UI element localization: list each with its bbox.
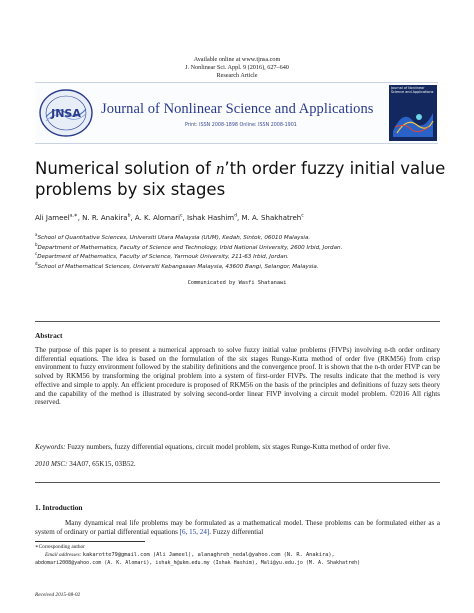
msc-text: 34A07, 65K15, 03B52. — [69, 460, 136, 468]
affiliation: $^c$Department of Mathematics, Faculty of Science, Yarmouk University, 211-63 Irbid, Jordan. — [35, 251, 289, 261]
footnote-rule — [35, 541, 145, 542]
email-addresses-line: Email addresses: kakarotte79@gmail.com (Ali Jameel), alanaghreh_nedal@yahoo.com (N. R. Anakira), — [45, 552, 335, 558]
affiliation: $^a$School of Quantitative Sciences, Universiti Utara Malaysia (UUM), Kedah, Sintok, 06010 Malaysia. — [35, 232, 311, 241]
keywords-text: Fuzzy numbers, fuzzy differential equations, circuit model problem, six stages Runge-Kutta method of order five. — [67, 443, 391, 451]
abstract-top-rule — [35, 321, 440, 322]
author: A. K. Alomari — [134, 214, 181, 222]
article-type: Research Article — [216, 72, 258, 79]
cover-title: Journal of Nonlinear Science and Applications — [391, 86, 434, 94]
affiliation: $^b$Department of Mathematics, Faculty of Science and Technology, Irbid National University, 2600 Irbid, Jordan. — [35, 241, 343, 251]
affiliations — [35, 234, 455, 272]
communicated-by: Communicated by Wasfi Shatanawi — [187, 280, 287, 286]
introduction-paragraph: Many dynamical real life problems may be formulated as a mathematical model. These problems can be formulated either as a system of ordinary or partial differential equations [6, 15, 24]. Fuzzy differential — [35, 519, 440, 537]
received-date: Received 2015-08-02 — [35, 592, 81, 598]
abstract-heading: Abstract — [35, 331, 63, 340]
author: N. R. Anakira — [82, 214, 128, 222]
paper-title: Numerical solution of n’th order fuzzy initial value problems by six stages — [35, 159, 446, 199]
author-list: Ali Jameel$^{a,∗}$, N. R. Anakira$^b$, A. K. Alomari$^c$, Ishak Hashim$^d$, M. A. Shakhatreh$^c$ — [35, 213, 304, 222]
author: Ali Jameel — [35, 214, 70, 222]
corresponding-author-note: ∗Corresponding author — [35, 544, 85, 550]
msc-label: 2010 MSC: — [35, 460, 68, 468]
jnsa-logo — [37, 87, 95, 139]
journal-cover — [389, 85, 437, 141]
abstract-bottom-rule — [35, 482, 440, 483]
keywords — [35, 443, 440, 452]
author: M. A. Shakhatreh — [241, 214, 302, 222]
journal-title: Journal of Nonlinear Science and Applications — [101, 101, 374, 117]
author: Ishak Hashim — [186, 214, 235, 222]
keywords-label: Keywords: — [35, 443, 66, 451]
email-list[interactable]: kakarotte79@gmail.com (Ali Jameel), alanaghreh_nedal@yahoo.com (N. R. Anakira), — [82, 552, 335, 558]
affiliation: $^d$School of Mathematical Sciences, Universiti Kebangsaan Malaysia, 43600 Bangi, Selangor, Malaysia. — [35, 260, 319, 270]
journal-citation: J. Nonlinear Sci. Appl. 9 (2016), 627–640 — [185, 64, 289, 71]
email-addresses-line-2[interactable]: abdomari2008@yahoo.com (A. K. Alomari), ishak_h@ukm.edu.my (Ishak Hashim), Mali@yu.edu.jo (M. A. Shakhatreh) — [35, 560, 361, 566]
availability-line: Available online at www.tjnsa.com — [193, 56, 281, 63]
logo-text: JNSA — [51, 107, 81, 120]
journal-banner — [35, 82, 438, 144]
abstract-body: The purpose of this paper is to present a numerical approach to solve fuzzy initial value problems (FIVPs) involving n-th order ordinary differential equations. The idea is based on the formulation of the six stages Runge-Kutta method of order five (RKM56) from crisp environment to fuzzy environment followed by the stability definitions and the convergence proof. It is shown that the n-th order FIVP can be solved by RKM56 by transforming the original problem into a system of first-order FIVPs. The results indicate that the method is very effective and simple to apply. An efficient procedure is proposed of RKM56 on the basis of the principles and definitions of fuzzy sets theory and the capability of the method is illustrated by solving second-order linear FIVP involving a circuit model problem. ©2016 All rights reserved. — [35, 346, 440, 407]
msc-codes — [35, 460, 440, 469]
section-heading: 1. Introduction — [35, 503, 83, 512]
citation-link[interactable]: [6, 15, 24] — [179, 528, 210, 537]
issn-line: Print: ISSN 2008-1898 Online: ISSN 2008-1901 — [185, 123, 297, 128]
